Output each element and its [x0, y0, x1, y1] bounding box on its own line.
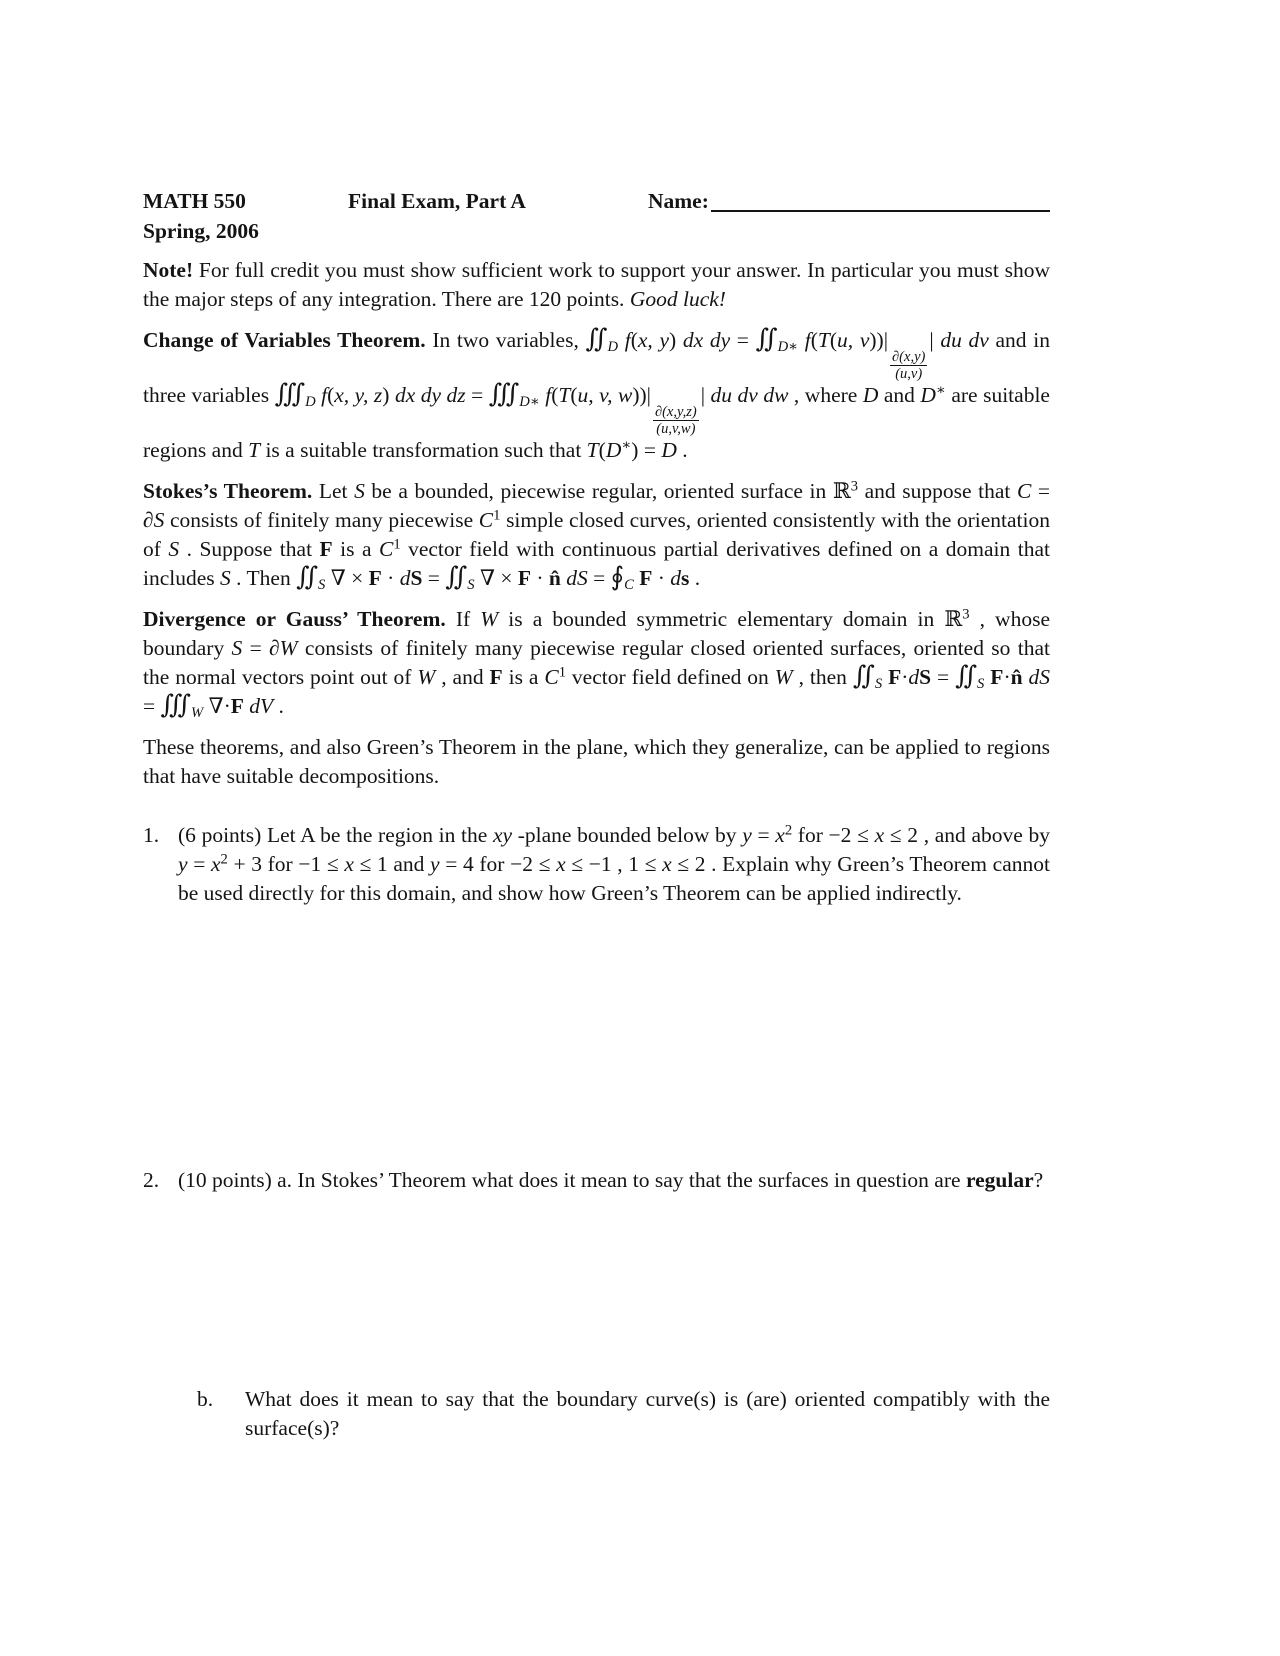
note-paragraph: Note! For full credit you must show sufficient work to support your answer. In particular you must show the major steps of any integration. There are 120 points. Good luck!: [143, 258, 1050, 311]
course-title: MATH 550: [143, 189, 246, 213]
closing-note: These theorems, and also Green’s Theorem in the plane, which they generalize, can be applied to regions that have suitable decompositions.: [143, 734, 1050, 788]
question-2-part-b: [197, 1385, 1050, 1443]
part-b-text: What does it mean to say that the boundary curve(s) is (are) oriented compatibly with the surface(s)?: [245, 1386, 1050, 1440]
divergence-theorem: Divergence or Gauss’ Theorem. If W is a bounded symmetric elementary domain in ℝ$^3$ , whose boundary S = ∂W consists of finitely many piecewise regular closed oriented surfaces, oriented so that the normal vectors point out of W , and F is a $C^1$ vector field defined on W , then $∬_S$ $F\cdot dS = ∬_S$ F·n̂ dS = $∭_W$ ∇·F dV .: [143, 606, 1051, 721]
exam-header: [143, 186, 1050, 216]
change-of-variables-theorem: Change of Variables Theorem. In two variables, $∬_D$ f(x, y) dx dy = $∬_{D∗}$ f(T(u, v))| $\frac{\partial(x,y)}{(u,v)}$ | du dv and in three variables $∭_D$ f(x, y, z) dx dy dz = $∭_{D∗}$ f(T(u, v, w))| $\frac{\partial(x,y,z)}{(u,v,w)}$ | du dv dw , where D and D∗ are suitable regions and T is a suitable transformation such that T(D∗) = D .: [143, 324, 1050, 462]
question-1: [143, 821, 1050, 908]
question-2-number: 2.: [143, 1167, 160, 1192]
name-label: Name:: [648, 189, 709, 213]
stokes-theorem: Stokes’s Theorem. Let S be a bounded, piecewise regular, oriented surface in ℝ$^3$ and suppose that C = ∂S consists of finitely many piecewise $C^1$ simple closed curves, oriented consistently with the orientation of S . Suppose that F is a $C^1$ vector field with continuous partial derivatives defined on a domain that includes S . Then $∬_S$ ∇ × F · dS = $∬_S$ ∇ × F · n̂ dS = $∮_C$ F · ds .: [143, 478, 1050, 593]
page-content: [143, 186, 1050, 1443]
name-field: [648, 186, 1050, 216]
question-1-number: 1.: [143, 822, 160, 847]
term-label: Spring, 2006: [143, 219, 259, 243]
exam-title: Final Exam, Part A: [348, 189, 526, 213]
name-blank-line: [711, 186, 1050, 212]
question-1-text: (6 points) Let A be the region in the xy -plane bounded below by $y = x^2$ for −2 ≤ x ≤ 2 , and above by $y = x^2 + 3$ for −1 ≤ x ≤ 1 and y = 4 for −2 ≤ x ≤ −1 , 1 ≤ x ≤ 2 . Explain why Green’s Theorem cannot be used directly for this domain, and show how Green’s Theorem can be applied indirectly.: [178, 822, 1050, 905]
jacobian-fraction: $\frac{\partial(x,y,z)}{(u,v,w)}$: [654, 403, 697, 437]
part-b-label: b.: [197, 1386, 214, 1411]
question-2-text: (10 points) a. In Stokes’ Theorem what does it mean to say that the surfaces in question are regular?: [178, 1167, 1044, 1192]
jacobian-fraction: $\frac{\partial(x,y)}{(u,v)}$: [892, 348, 926, 382]
question-2: [143, 1166, 1050, 1195]
